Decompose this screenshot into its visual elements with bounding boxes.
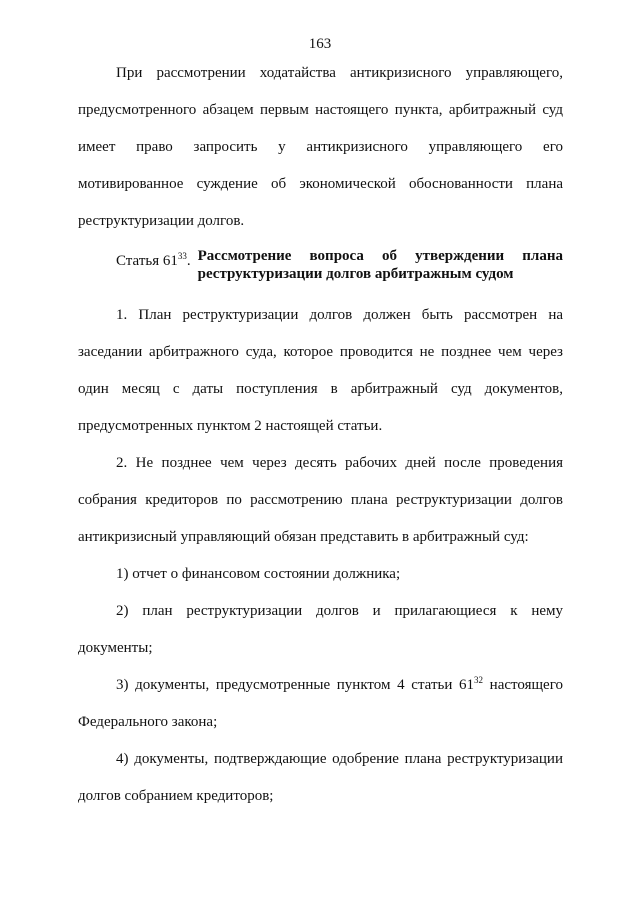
intro-paragraph: При рассмотрении ходатайства антикризисного управляющего, предусмотренного абзацем первым настоящего пункта, арбитражный суд имеет право запросить у антикризисного управляющего его мотивированное суждение об экономической обоснованности плана реструктуризации долгов. — [78, 65, 563, 229]
article-title: Рассмотрение вопроса об утверждении плана реструктуризации долгов арбитражным судом — [197, 248, 563, 282]
list-item-1: 1) отчет о финансовом состоянии должника; — [116, 566, 401, 582]
article-label — [116, 247, 198, 283]
list-item-3-text-after: настоящего Федерального закона; — [78, 677, 563, 730]
document-body — [78, 55, 563, 815]
paragraph-2: 2. Не позднее чем через десять рабочих дней после проведения собрания кредиторов по рассмотрению плана реструктуризации долгов антикризисный управляющий обязан представить в арбитражный суд: — [78, 455, 563, 545]
article-label-prefix: Статья 61 — [116, 253, 178, 269]
list-item-3 — [78, 667, 563, 741]
article-label-suffix: . — [186, 253, 191, 269]
article-heading — [78, 240, 563, 283]
paragraph-1: 1. План реструктуризации долгов должен быть рассмотрен на заседании арбитражного суда, которое проводится не позднее чем через один месяц с даты поступления в арбитражный суд документов, предусмотренных пунктом 2 настоящей статьи. — [78, 307, 563, 434]
list-item-3-text-before: 3) документы, предусмотренные пунктом 4 статьи 61 — [116, 677, 475, 693]
list-item-3-superscript: 32 — [474, 675, 484, 685]
list-item-4: 4) документы, подтверждающие одобрение плана реструктуризации долгов собранием кредиторов; — [78, 751, 563, 804]
list-item-2: 2) план реструктуризации долгов и прилагающиеся к нему документы; — [78, 603, 563, 656]
page-number: 163 — [308, 36, 332, 52]
article-label-superscript: 33 — [177, 251, 187, 261]
